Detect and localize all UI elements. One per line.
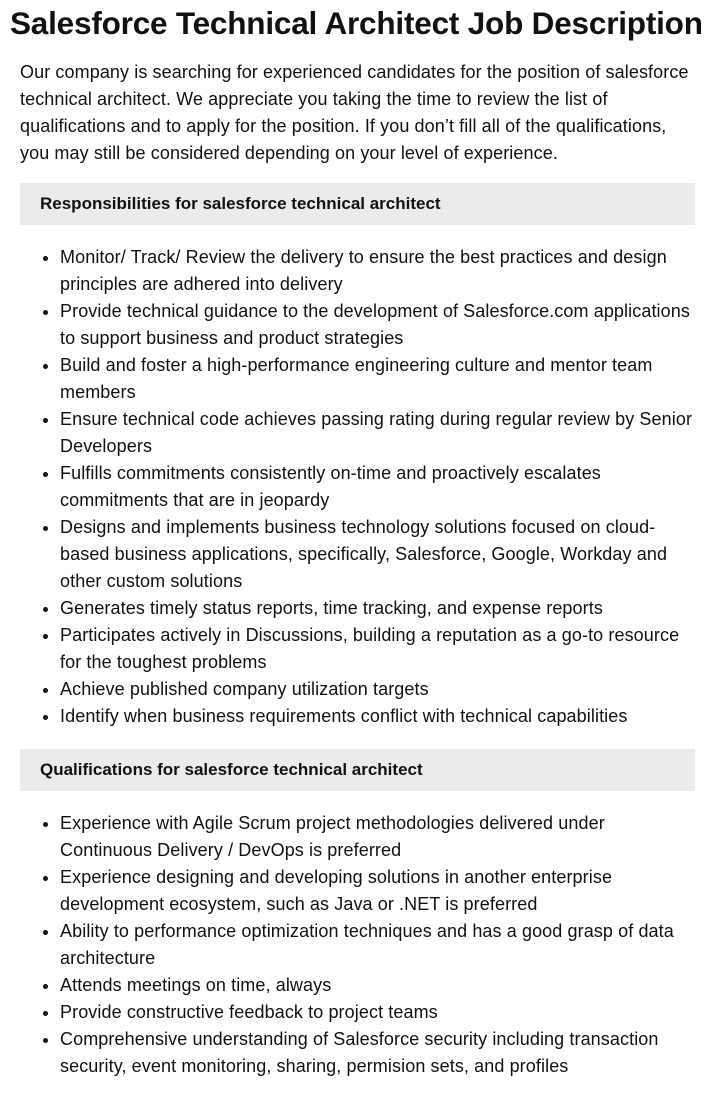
list-item: • Attends meetings on time, always [60, 972, 700, 999]
list-item: • Ability to performance optimization techniques and has a good grasp of data architecture [60, 918, 700, 972]
list-item: • Achieve published company utilization targets [60, 676, 700, 703]
list-item: • Fulfills commitments consistently on-time and proactively escalates commitments that are in jeopardy [60, 460, 700, 514]
intro-paragraph: Our company is searching for experienced candidates for the position of salesforce technical architect. We appreciate you taking the time to review the list of qualifications and to apply for the position. If you don’t fill all of the qualifications, you may still be considered depending on your level of experience. [20, 62, 689, 163]
qualifications-heading: Qualifications for salesforce technical architect [20, 749, 695, 791]
qualifications-list [20, 810, 700, 1080]
list-item: • Provide constructive feedback to project teams [60, 999, 700, 1026]
list-item: • Experience designing and developing solutions in another enterprise development ecosystem, such as Java or .NET is preferred [60, 864, 700, 918]
list-item: • Designs and implements business technology solutions focused on cloud-based business applications, specifically, Salesforce, Google, Workday and other custom solutions [60, 514, 700, 595]
page-title: Salesforce Technical Architect Job Description [10, 5, 703, 41]
list-item: • Monitor/ Track/ Review the delivery to ensure the best practices and design principles are adhered into delivery [60, 244, 700, 298]
list-item: • Participates actively in Discussions, building a reputation as a go-to resource for the toughest problems [60, 622, 700, 676]
list-item: • Experience with Agile Scrum project methodologies delivered under Continuous Delivery / DevOps is preferred [60, 810, 700, 864]
responsibilities-heading: Responsibilities for salesforce technical architect [20, 183, 695, 225]
list-item: • Comprehensive understanding of Salesforce security including transaction security, event monitoring, sharing, permision sets, and profiles [60, 1026, 700, 1080]
list-item: • Identify when business requirements conflict with technical capabilities [60, 703, 700, 730]
list-item: • Build and foster a high-performance engineering culture and mentor team members [60, 352, 700, 406]
list-item: • Provide technical guidance to the development of Salesforce.com applications to support business and product strategies [60, 298, 700, 352]
responsibilities-list [20, 244, 700, 730]
list-item: • Generates timely status reports, time tracking, and expense reports [60, 595, 700, 622]
list-item: • Ensure technical code achieves passing rating during regular review by Senior Developers [60, 406, 700, 460]
